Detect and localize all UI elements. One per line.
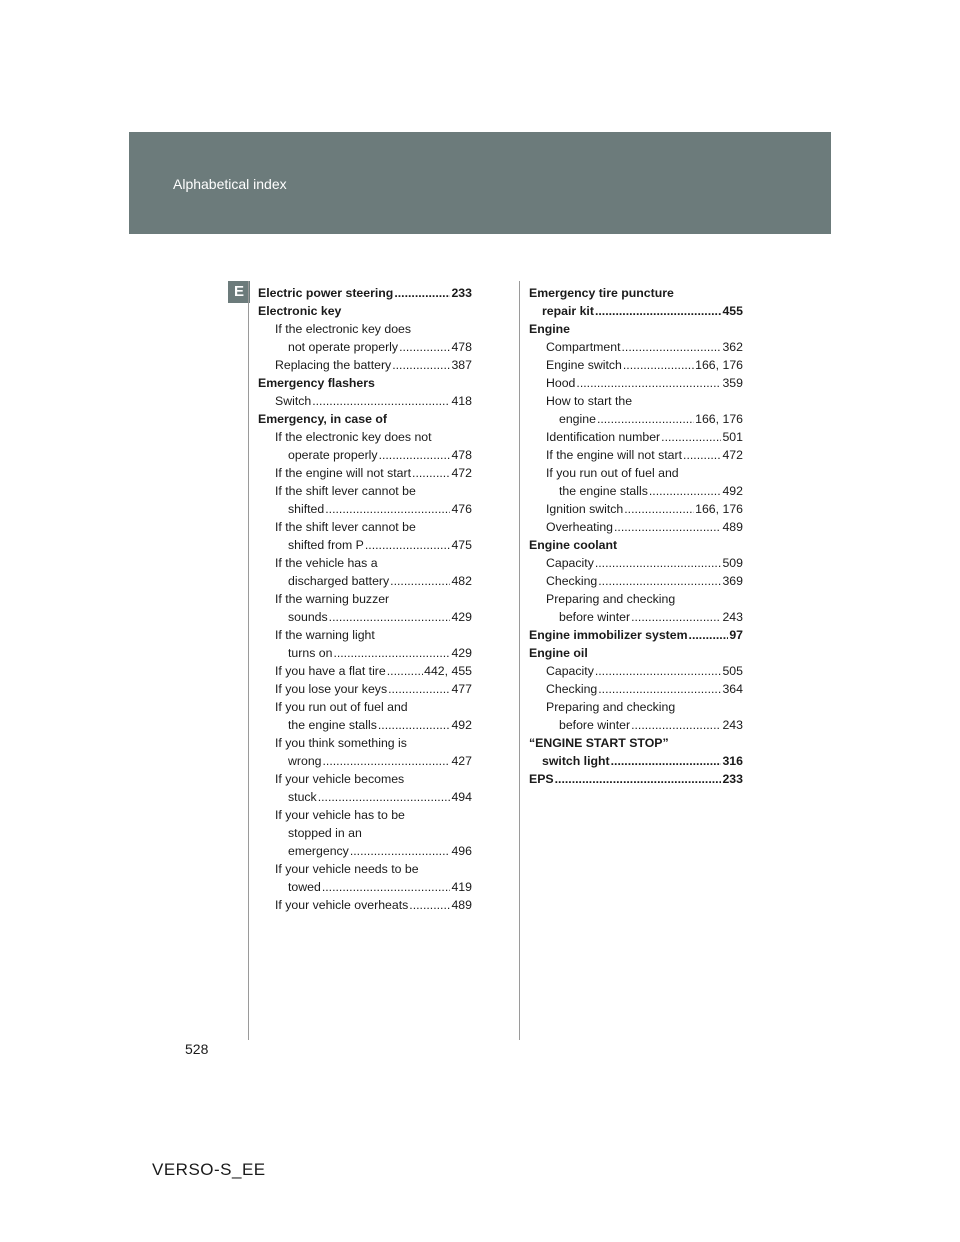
index-subentry: Overheating ..... 489: [529, 518, 743, 536]
index-subentry: If the electronic key does not: [275, 430, 432, 444]
index-subentry: the engine stalls ..... 492: [258, 716, 472, 734]
index-entry: Engine coolant: [529, 538, 618, 552]
index-column-right: [529, 284, 743, 788]
index-subentry: engine ..... 166, 176: [529, 410, 743, 428]
index-entry: Electric power steering ..... 233: [258, 284, 472, 302]
index-subentry: before winter ..... 243: [529, 608, 743, 626]
index-subentry: If your vehicle overheats ..... 489: [258, 896, 472, 914]
index-subentry: Engine switch ..... 166, 176: [529, 356, 743, 374]
index-subentry: If you think something is: [275, 736, 407, 750]
index-subentry: sounds ..... 429: [258, 608, 472, 626]
index-subentry: towed ..... 419: [258, 878, 472, 896]
index-subentry: turns on ..... 429: [258, 644, 472, 662]
index-subentry: If the electronic key does: [275, 322, 412, 336]
index-entry: EPS ..... 233: [529, 770, 743, 788]
index-subentry: If your vehicle has to be: [275, 808, 405, 822]
index-subentry: If you run out of fuel and: [275, 700, 408, 714]
index-subentry: not operate properly ..... 478: [258, 338, 472, 356]
index-entry: switch light ..... 316: [529, 752, 743, 770]
index-entry: Engine: [529, 322, 570, 336]
index-entry: Engine immobilizer system ..... 97: [529, 626, 743, 644]
page-number: 528: [185, 1041, 209, 1057]
index-subentry: Checking ..... 369: [529, 572, 743, 590]
index-subentry: shifted ..... 476: [258, 500, 472, 518]
index-entry: Emergency tire puncture: [529, 286, 674, 300]
index-entry: Emergency, in case of: [258, 412, 387, 426]
index-subentry: discharged battery ..... 482: [258, 572, 472, 590]
index-subentry: Compartment ..... 362: [529, 338, 743, 356]
index-subentry: If the warning buzzer: [275, 592, 390, 606]
index-entry: Engine oil: [529, 646, 588, 660]
index-entry: Emergency flashers: [258, 376, 375, 390]
index-subentry: Switch ..... 418: [258, 392, 472, 410]
index-subentry: How to start the: [546, 394, 633, 408]
index-subentry: wrong ..... 427: [258, 752, 472, 770]
index-subentry: If you run out of fuel and: [546, 466, 679, 480]
index-subentry: Preparing and checking: [546, 592, 676, 606]
index-entry: “ENGINE START STOP”: [529, 736, 669, 750]
index-subentry: If the warning light: [275, 628, 375, 642]
index-subentry: If you lose your keys ..... 477: [258, 680, 472, 698]
index-subentry: If the engine will not start ..... 472: [258, 464, 472, 482]
footer-code: VERSO-S_EE: [152, 1160, 266, 1179]
index-subentry: If your vehicle becomes: [275, 772, 405, 786]
index-subentry: Checking ..... 364: [529, 680, 743, 698]
index-subentry: If the engine will not start ..... 472: [529, 446, 743, 464]
index-subentry: emergency ..... 496: [258, 842, 472, 860]
index-subentry: Ignition switch ..... 166, 176: [529, 500, 743, 518]
index-subentry: Preparing and checking: [546, 700, 676, 714]
section-letter-tab: E: [228, 281, 250, 303]
index-entry: Electronic key: [258, 304, 342, 318]
index-entry: repair kit ..... 455: [529, 302, 743, 320]
header-title: Alphabetical index: [173, 176, 287, 192]
index-subentry: Capacity ..... 509: [529, 554, 743, 572]
index-subentry: If you have a flat tire ..... 442, 455: [258, 662, 472, 680]
column-divider-left: [248, 281, 249, 1040]
index-subentry: If the shift lever cannot be: [275, 520, 416, 534]
index-subentry: Replacing the battery ..... 387: [258, 356, 472, 374]
index-subentry: the engine stalls ..... 492: [529, 482, 743, 500]
index-subentry: If the vehicle has a: [275, 556, 378, 570]
index-column-left: [258, 284, 472, 914]
index-subentry: stuck ..... 494: [258, 788, 472, 806]
index-subentry: If the shift lever cannot be: [275, 484, 416, 498]
index-subentry: Capacity ..... 505: [529, 662, 743, 680]
index-subentry: shifted from P ..... 475: [258, 536, 472, 554]
index-subentry: operate properly ..... 478: [258, 446, 472, 464]
index-subentry: stopped in an: [288, 826, 362, 840]
index-subentry: If your vehicle needs to be: [275, 862, 419, 876]
index-subentry: before winter ..... 243: [529, 716, 743, 734]
column-divider-right: [519, 281, 520, 1040]
page-header: [129, 132, 831, 234]
index-subentry: Identification number ..... 501: [529, 428, 743, 446]
index-subentry: Hood ..... 359: [529, 374, 743, 392]
